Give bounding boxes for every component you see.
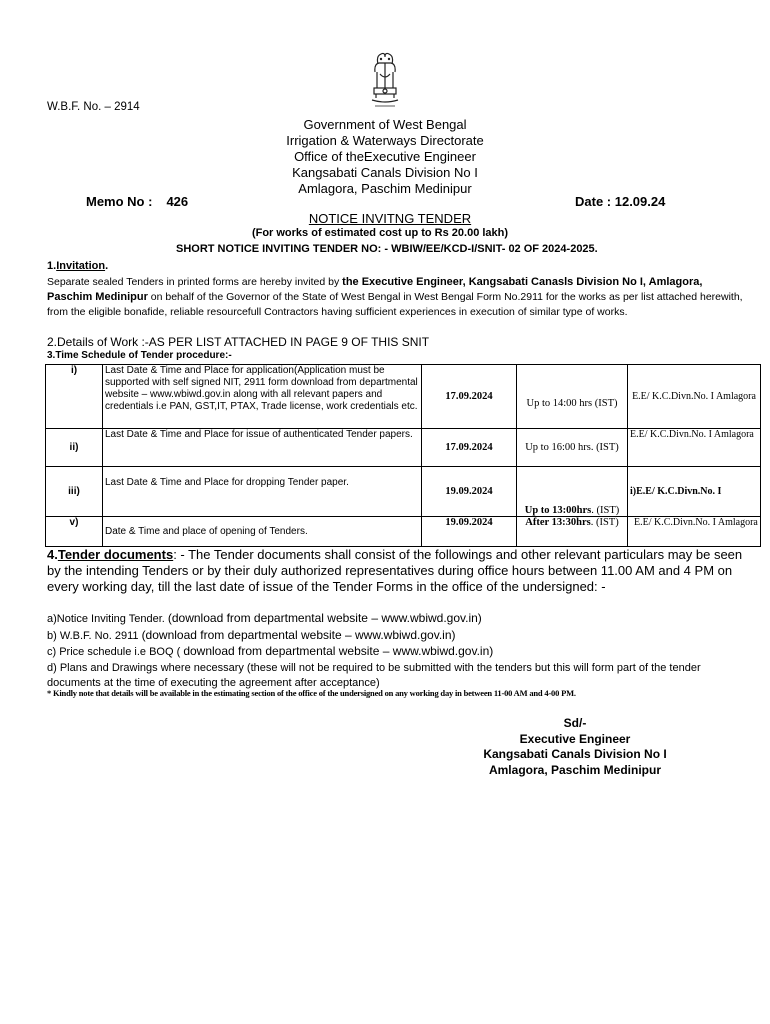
signature-designation: Executive Engineer <box>519 731 631 746</box>
table-row <box>46 517 761 547</box>
row-place: i)E.E/ K.C.Divn.No. I <box>628 467 761 517</box>
row-time-bold: After 13:30hrs <box>525 517 591 528</box>
section-4-number: 4. <box>47 547 58 562</box>
memo-date: Date : 12.09.24 <box>575 194 666 209</box>
section-4-text: : - The Tender documents shall consist of the followings and other relevant particulars may be seen by the intending Tenders or by their duly authorized representatives during office hours between 11.00 AM and 4 PM on every working day, till the last date of issue of the Tender Forms in the office of the undersigned: - <box>47 547 743 594</box>
row-date: 17.09.2024 <box>422 429 517 467</box>
section-1-number: 1. <box>47 260 57 272</box>
item-rest: download from departmental website – www.wbiwd.gov.in) <box>183 644 494 658</box>
invitation-paragraph <box>47 275 747 320</box>
item-rest: (download from departmental website – www.wbiwd.gov.in) <box>167 611 482 625</box>
row-time <box>517 467 628 517</box>
signature-location: Amlagora, Paschim Medinipur <box>488 762 662 777</box>
row-description: Last Date & Time and Place for dropping Tender paper. <box>103 467 422 517</box>
section-3-heading: 3.Time Schedule of Tender procedure:- <box>47 350 232 361</box>
row-time: Up to 16:00 hrs. (IST) <box>517 429 628 467</box>
table-row <box>46 365 761 429</box>
row-number: v) <box>46 517 103 547</box>
row-number: iii) <box>46 467 103 517</box>
row-place: E.E/ K.C.Divn.No. I Amlagora <box>628 517 761 547</box>
row-time <box>517 517 628 547</box>
section-1-heading: 1.Invitation. <box>47 260 109 272</box>
invitation-text-b: on behalf of the Governor of the State of West Bengal in West Bengal Form No.2911 for the works as per list attached herewith, from the eligible bonafide, reliable resourcefull Contractors having sufficient experiences in execution of similar type of works. <box>47 291 743 318</box>
item-prefix: b) W.B.F. No. 2911 <box>47 629 142 642</box>
row-time-rest: . (IST) <box>590 517 619 528</box>
row-number: ii) <box>46 429 103 467</box>
row-place: E.E/ K.C.Divn.No. I Amlagora <box>628 365 761 429</box>
tender-documents-list <box>47 611 747 691</box>
wbf-form-number: W.B.F. No. – 2914 <box>47 101 140 113</box>
list-item <box>47 628 747 645</box>
header-line-office: Office of theExecutive Engineer <box>294 149 476 164</box>
header-line-location: Amlagora, Paschim Medinipur <box>298 181 472 196</box>
item-rest: d) Plans and Drawings where necessary (these will not be required to be submitted with the tenders but this will form part of the tender documents at the time of executing the agreement after acceptance) <box>47 661 701 689</box>
row-date: 19.09.2024 <box>422 517 517 547</box>
row-time-bold: Up to 13:00hrs <box>524 505 592 516</box>
row-date: 19.09.2024 <box>422 467 517 517</box>
row-time: Up to 14:00 hrs (IST) <box>517 365 628 429</box>
signature-division: Kangsabati Canals Division No I <box>483 747 667 761</box>
item-rest: (download from departmental website – www.wbiwd.gov.in) <box>141 627 456 642</box>
section-1-title: Invitation <box>56 260 106 272</box>
section-4-title: Tender documents <box>57 547 174 562</box>
table-row <box>46 429 761 467</box>
memo-number <box>86 194 188 209</box>
row-description: Last Date & Time and Place for application(Application must be supported with self signed NIT, 2911 form download from departmental website – www.wbiwd.gov.in along with all relevant papers and credentials i.e PAN, GST,IT, PTAX, Trade license, work credentials etc. <box>103 365 422 429</box>
row-description: Date & Time and place of opening of Tenders. <box>103 517 422 547</box>
row-number: i) <box>46 365 103 429</box>
section-2-details-of-work: 2.Details of Work :-AS PER LIST ATTACHED IN PAGE 9 OF THIS SNIT <box>47 335 430 349</box>
tender-schedule-table <box>45 364 761 547</box>
list-item <box>47 661 747 691</box>
notice-subtitle: (For works of estimated cost up to Rs 20.00 lakh) <box>251 227 509 239</box>
header-line-government: Government of West Bengal <box>303 117 467 132</box>
invitation-text-bold: the Executive Engineer, Kangsabati Canasls Division No I, Amlagora, Paschim Medinipur <box>47 276 703 303</box>
header-line-directorate: Irrigation & Waterways Directorate <box>286 133 484 148</box>
signature-block <box>470 716 680 778</box>
list-item <box>47 644 747 661</box>
invitation-text-a: Separate sealed Tenders in printed forms are hereby invited by <box>47 276 343 288</box>
section-4-tender-documents <box>47 547 747 595</box>
availability-note: * Kindly note that details will be available in the estimating section of the office of the undersigned on any working day in between 11-00 AM and 4-00 PM. <box>47 688 576 698</box>
item-prefix: a)Notice Inviting Tender. <box>47 613 168 625</box>
row-description: Last Date & Time and Place for issue of authenticated Tender papers. <box>103 429 422 467</box>
row-time-rest: . (IST) <box>591 505 620 516</box>
list-item <box>47 611 747 628</box>
memo-label: Memo No : <box>86 194 153 209</box>
notice-title: NOTICE INVITNG TENDER <box>308 211 472 226</box>
header-line-division: Kangsabati Canals Division No I <box>292 165 478 180</box>
row-place: E.E/ K.C.Divn.No. I Amlagora <box>628 429 761 467</box>
memo-value: 426 <box>166 194 189 209</box>
state-emblem-icon <box>366 50 404 112</box>
item-prefix: c) Price schedule i.e BOQ ( <box>47 646 184 658</box>
signature-line: Sd/- <box>563 716 587 730</box>
table-row <box>46 467 761 517</box>
short-notice-number: SHORT NOTICE INVITING TENDER NO: - WBIW/EE/KCD-I/SNIT- 02 OF 2024-2025. <box>176 243 598 255</box>
row-date: 17.09.2024 <box>422 365 517 429</box>
